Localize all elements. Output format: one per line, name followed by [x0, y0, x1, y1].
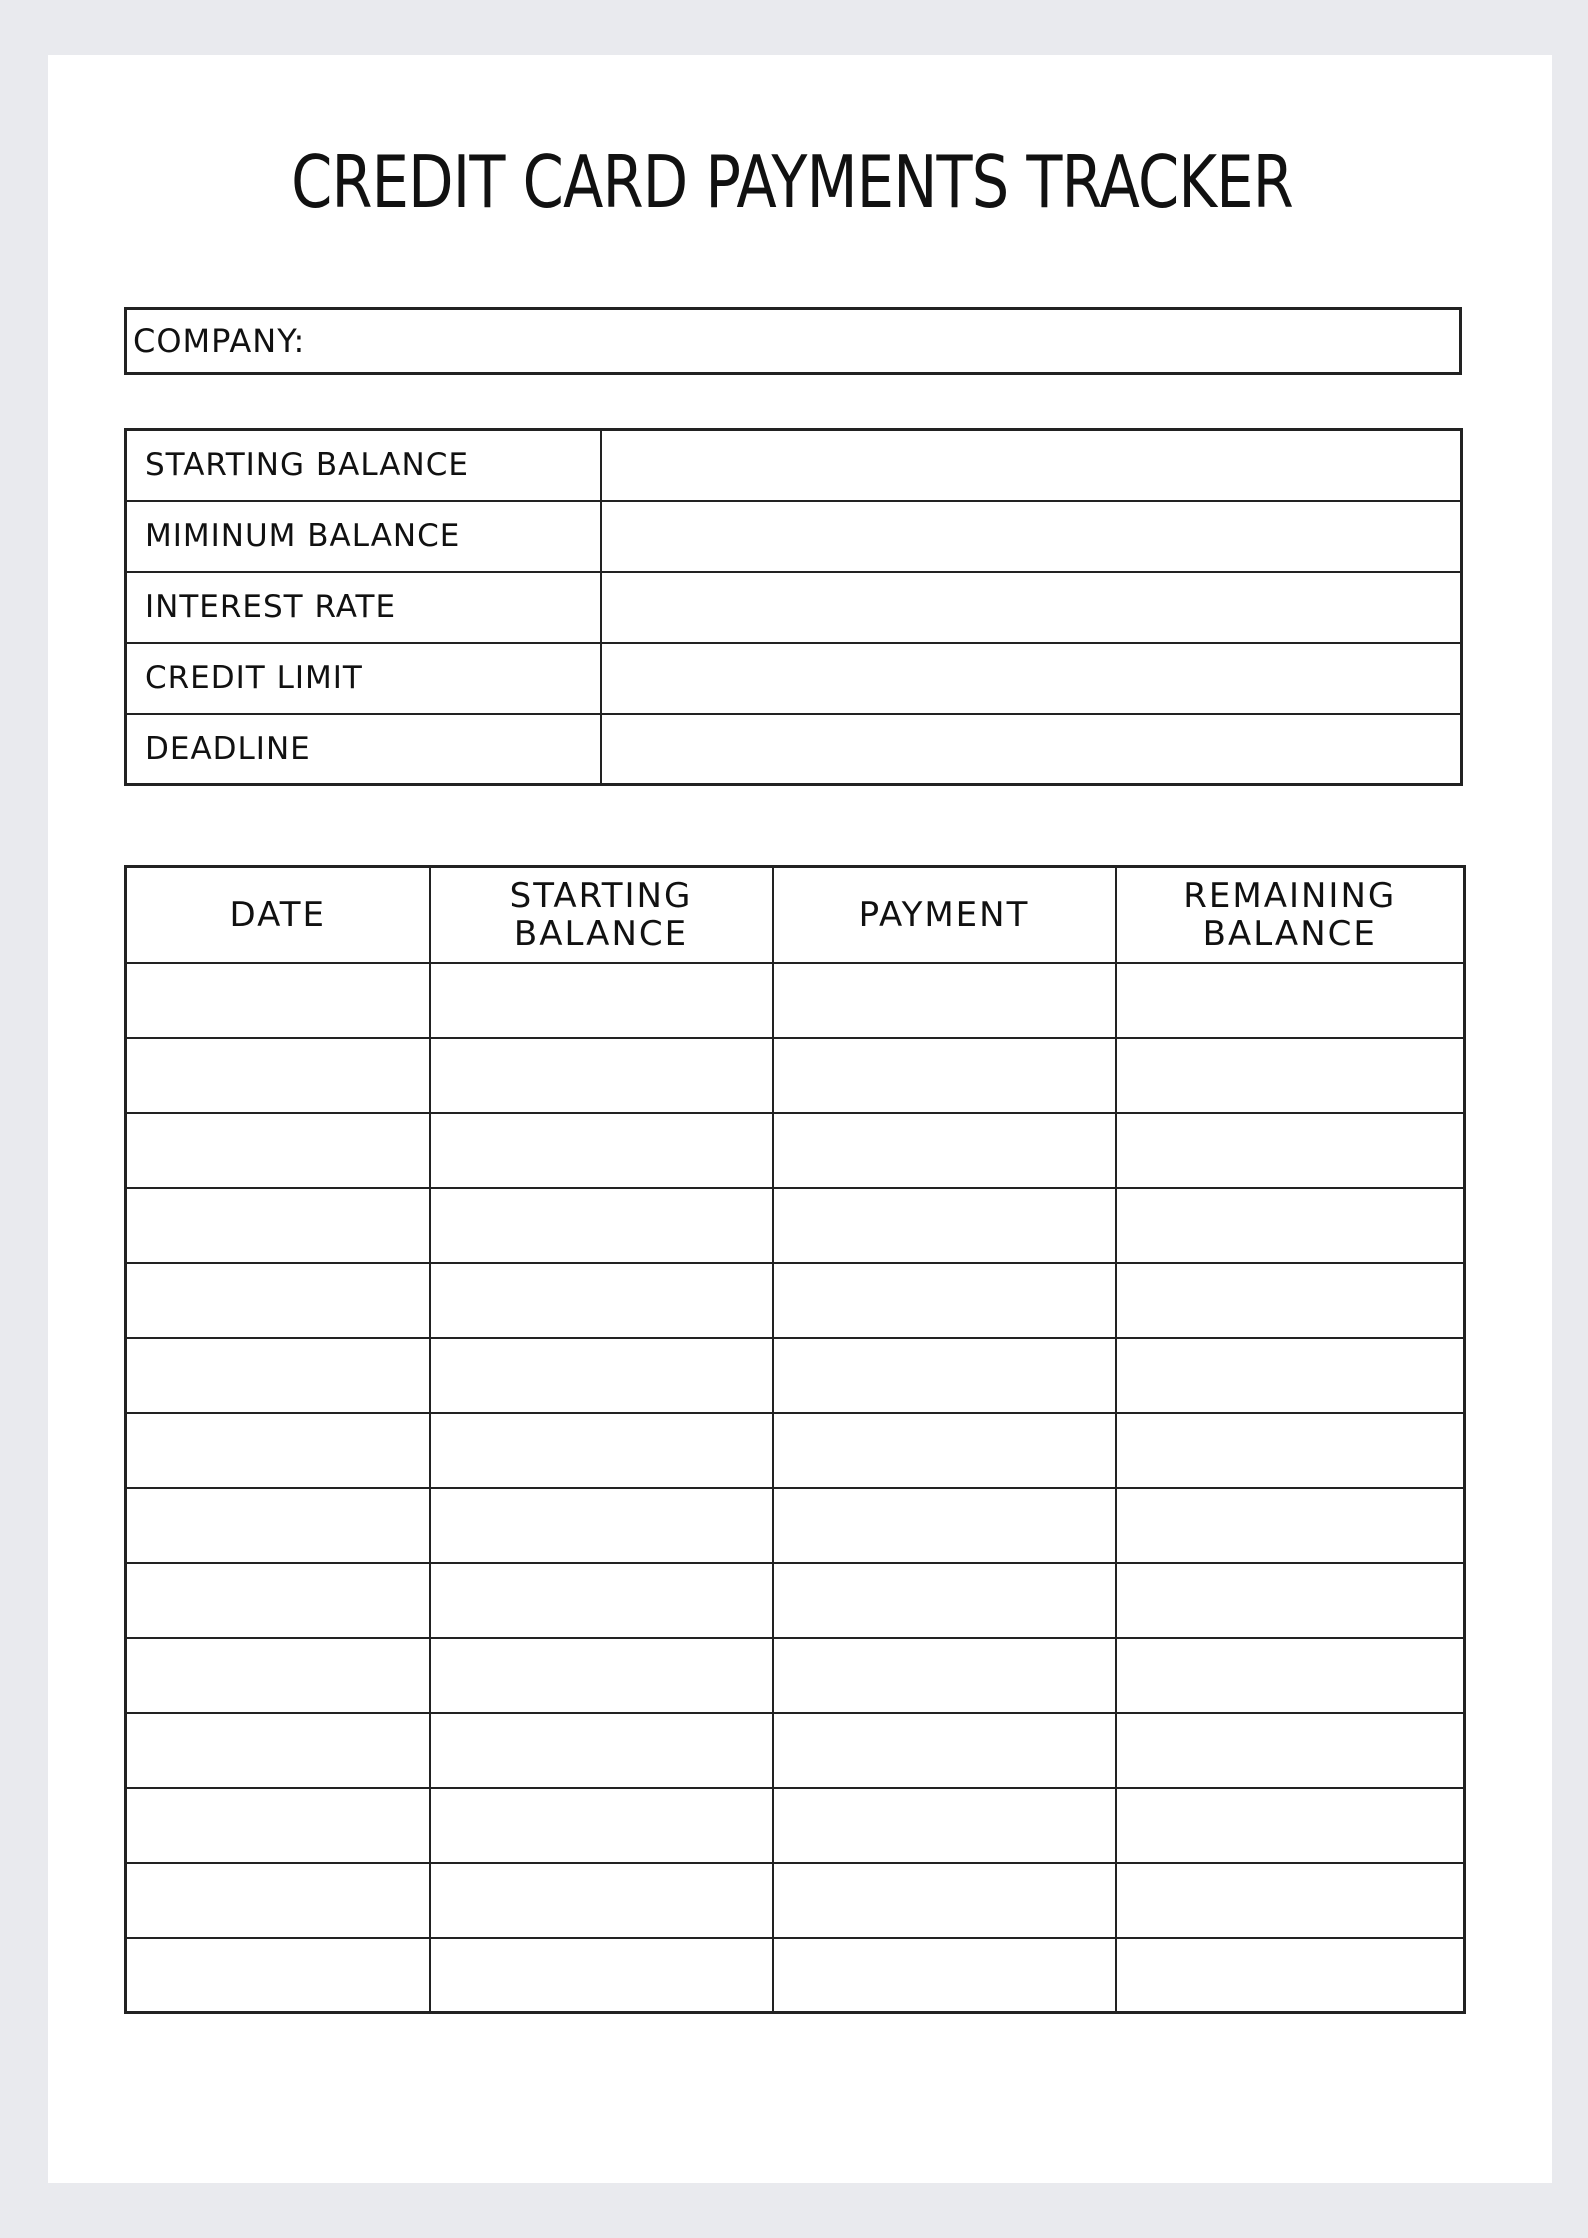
table-cell[interactable]: [1116, 1263, 1465, 1338]
company-label: COMPANY:: [133, 322, 306, 360]
table-cell[interactable]: [126, 1338, 430, 1413]
table-cell[interactable]: [126, 1188, 430, 1263]
table-cell[interactable]: [1116, 1638, 1465, 1713]
table-cell[interactable]: [126, 1113, 430, 1188]
table-cell[interactable]: [773, 963, 1116, 1038]
table-row: [126, 1188, 1465, 1263]
column-header-remaining-balance: [1116, 867, 1465, 963]
header-line: REMAINING: [1183, 875, 1397, 916]
column-header-starting-balance: [430, 867, 773, 963]
table-cell[interactable]: [1116, 1938, 1465, 2013]
table-cell[interactable]: [773, 1038, 1116, 1113]
table-cell[interactable]: [430, 1638, 773, 1713]
table-row: [126, 1038, 1465, 1113]
table-cell[interactable]: [126, 1788, 430, 1863]
table-cell[interactable]: [773, 1863, 1116, 1938]
table-row: [126, 1713, 1465, 1788]
table-cell[interactable]: [430, 1413, 773, 1488]
info-label: CREDIT LIMIT: [126, 643, 601, 714]
info-value-cell[interactable]: [601, 643, 1462, 714]
table-cell[interactable]: [1116, 1338, 1465, 1413]
company-field[interactable]: [124, 307, 1462, 375]
table-row: [126, 1338, 1465, 1413]
table-cell[interactable]: [126, 1488, 430, 1563]
table-cell[interactable]: [773, 1713, 1116, 1788]
table-cell[interactable]: [430, 1338, 773, 1413]
table-row: [126, 1488, 1465, 1563]
table-cell[interactable]: [1116, 1113, 1465, 1188]
payments-log-table: [124, 865, 1466, 2014]
table-row: [126, 1938, 1465, 2013]
table-cell[interactable]: [430, 1263, 773, 1338]
table-row: [126, 1638, 1465, 1713]
table-cell[interactable]: [126, 1938, 430, 2013]
table-cell[interactable]: [773, 1488, 1116, 1563]
table-cell[interactable]: [430, 1863, 773, 1938]
table-cell[interactable]: [1116, 963, 1465, 1038]
info-value-cell[interactable]: [601, 430, 1462, 501]
info-value-cell[interactable]: [601, 714, 1462, 785]
table-cell[interactable]: [773, 1413, 1116, 1488]
table-row: [126, 1788, 1465, 1863]
info-row-interest-rate: [126, 572, 1462, 643]
table-cell[interactable]: [126, 1413, 430, 1488]
table-row: [126, 1113, 1465, 1188]
table-row: [126, 1263, 1465, 1338]
table-cell[interactable]: [773, 1263, 1116, 1338]
table-cell[interactable]: [126, 1713, 430, 1788]
table-cell[interactable]: [430, 1788, 773, 1863]
table-cell[interactable]: [1116, 1563, 1465, 1638]
table-row: [126, 963, 1465, 1038]
header-line: STARTING: [509, 875, 693, 916]
table-cell[interactable]: [430, 1938, 773, 2013]
table-cell[interactable]: [1116, 1863, 1465, 1938]
table-cell[interactable]: [126, 1638, 430, 1713]
table-cell[interactable]: [773, 1113, 1116, 1188]
info-label: DEADLINE: [126, 714, 601, 785]
info-row-starting-balance: [126, 430, 1462, 501]
header-line: BALANCE: [513, 913, 689, 954]
account-info-table: [124, 428, 1463, 786]
table-cell[interactable]: [773, 1563, 1116, 1638]
info-value-cell[interactable]: [601, 572, 1462, 643]
info-label: MIMINUM BALANCE: [126, 501, 601, 572]
table-row: [126, 1413, 1465, 1488]
table-cell[interactable]: [430, 1188, 773, 1263]
info-row-minimum-balance: [126, 501, 1462, 572]
info-label: STARTING BALANCE: [126, 430, 601, 501]
column-header-payment: [773, 867, 1116, 963]
header-line: PAYMENT: [858, 894, 1030, 935]
log-header-row: [126, 867, 1465, 963]
table-cell[interactable]: [773, 1938, 1116, 2013]
table-cell[interactable]: [1116, 1188, 1465, 1263]
table-cell[interactable]: [773, 1188, 1116, 1263]
table-cell[interactable]: [430, 1713, 773, 1788]
table-cell[interactable]: [1116, 1713, 1465, 1788]
table-cell[interactable]: [126, 1263, 430, 1338]
table-cell[interactable]: [773, 1638, 1116, 1713]
table-row: [126, 1563, 1465, 1638]
table-cell[interactable]: [430, 963, 773, 1038]
table-cell[interactable]: [773, 1788, 1116, 1863]
info-row-deadline: [126, 714, 1462, 785]
info-value-cell[interactable]: [601, 501, 1462, 572]
table-cell[interactable]: [126, 1563, 430, 1638]
table-cell[interactable]: [1116, 1488, 1465, 1563]
info-label: INTEREST RATE: [126, 572, 601, 643]
table-cell[interactable]: [430, 1038, 773, 1113]
table-cell[interactable]: [1116, 1788, 1465, 1863]
table-cell[interactable]: [126, 963, 430, 1038]
page-title: CREDIT CARD PAYMENTS TRACKER: [291, 140, 1293, 224]
log-table-body: [126, 963, 1465, 2013]
table-cell[interactable]: [126, 1863, 430, 1938]
table-cell[interactable]: [430, 1113, 773, 1188]
table-cell[interactable]: [1116, 1413, 1465, 1488]
info-row-credit-limit: [126, 643, 1462, 714]
table-cell[interactable]: [430, 1488, 773, 1563]
table-row: [126, 1863, 1465, 1938]
header-line: DATE: [229, 894, 326, 935]
header-line: BALANCE: [1202, 913, 1377, 954]
table-cell[interactable]: [126, 1038, 430, 1113]
column-header-date: [126, 867, 430, 963]
table-cell[interactable]: [773, 1338, 1116, 1413]
table-cell[interactable]: [430, 1563, 773, 1638]
table-cell[interactable]: [1116, 1038, 1465, 1113]
